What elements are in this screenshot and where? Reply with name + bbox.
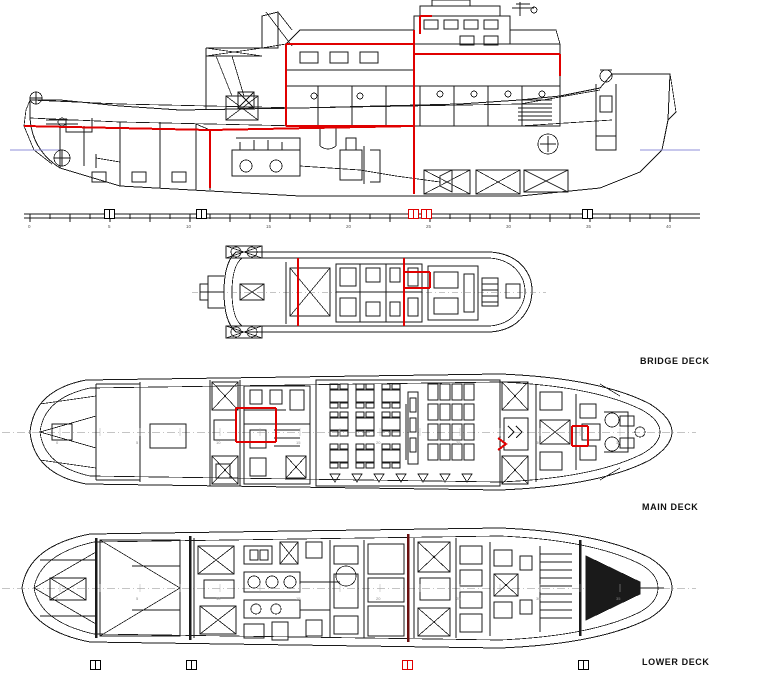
- svg-text:40: 40: [666, 224, 672, 229]
- svg-text:25: 25: [456, 440, 461, 445]
- bridge-deck-label: BRIDGE DECK: [640, 356, 710, 366]
- svg-text:35: 35: [616, 596, 621, 601]
- main-deck-view: [0, 364, 700, 498]
- section-marker-lower-4: [578, 660, 589, 670]
- svg-text:15: 15: [296, 440, 301, 445]
- svg-text:0: 0: [56, 440, 59, 445]
- bridge-deck-view: [190, 228, 550, 358]
- svg-text:0: 0: [28, 224, 31, 229]
- lower-deck-label: LOWER DECK: [642, 657, 710, 667]
- lower-deck-drawing: [0, 516, 700, 656]
- section-marker-profile-5: [582, 209, 593, 219]
- svg-text:15: 15: [266, 224, 272, 229]
- section-marker-profile-4: [421, 209, 432, 219]
- svg-text:25: 25: [456, 596, 461, 601]
- svg-text:30: 30: [536, 440, 541, 445]
- section-marker-lower-2: [186, 660, 197, 670]
- svg-text:10: 10: [186, 224, 192, 229]
- section-marker-profile-3: [408, 209, 419, 219]
- lower-deck-station-numbers: [56, 596, 621, 601]
- lower-deck-view: [0, 516, 700, 656]
- section-marker-lower-1: [90, 660, 101, 670]
- profile-view: [0, 0, 762, 232]
- svg-text:30: 30: [536, 596, 541, 601]
- svg-text:30: 30: [506, 224, 512, 229]
- svg-text:0: 0: [56, 596, 59, 601]
- profile-drawing: [0, 0, 762, 232]
- svg-text:20: 20: [376, 596, 381, 601]
- bridge-deck-drawing: [190, 228, 550, 358]
- svg-text:35: 35: [616, 440, 621, 445]
- svg-text:20: 20: [346, 224, 352, 229]
- section-marker-lower-3: [402, 660, 413, 670]
- svg-text:20: 20: [376, 440, 381, 445]
- svg-text:10: 10: [216, 440, 221, 445]
- svg-text:5: 5: [108, 224, 111, 229]
- svg-text:10: 10: [216, 596, 221, 601]
- svg-text:35: 35: [586, 224, 592, 229]
- main-deck-label: MAIN DECK: [642, 502, 699, 512]
- profile-station-line: [24, 214, 700, 222]
- main-deck-drawing: [0, 364, 700, 498]
- section-marker-profile-2: [196, 209, 207, 219]
- section-marker-profile-1: [104, 209, 115, 219]
- main-deck-station-numbers: [56, 440, 621, 445]
- svg-text:5: 5: [136, 440, 139, 445]
- svg-text:5: 5: [136, 596, 139, 601]
- svg-text:15: 15: [296, 596, 301, 601]
- svg-text:25: 25: [426, 224, 432, 229]
